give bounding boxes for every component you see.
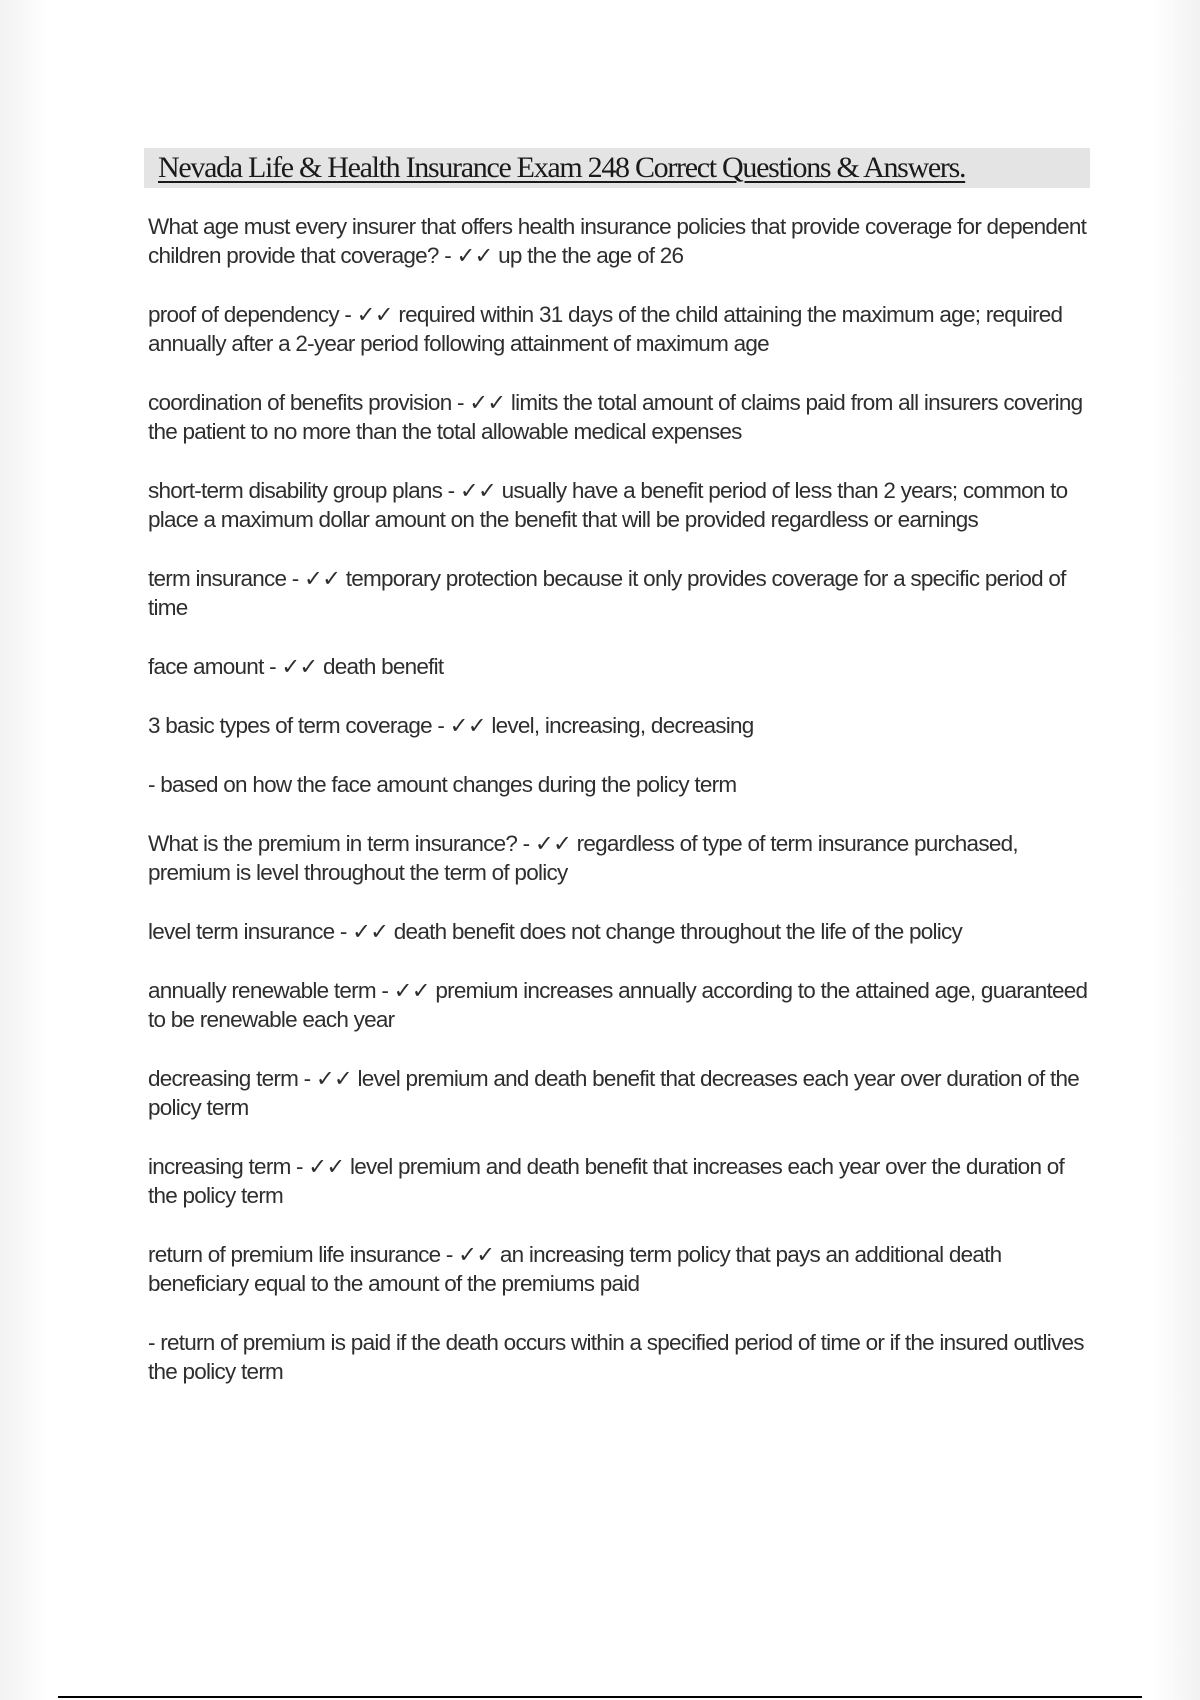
qa-item: face amount - ✓✓ death benefit: [148, 654, 444, 679]
qa-item: level term insurance - ✓✓ death benefit does not change throughout the life of the policy: [148, 919, 962, 944]
page-edge-shadow-left: [0, 0, 48, 1700]
footer-divider: [58, 1696, 1142, 1698]
qa-item: coordination of benefits provision - ✓✓ limits the total amount of claims paid from all insurers covering the patient to no more than the total allowable medical expenses: [148, 390, 1083, 444]
page-edge-shadow-right: [1152, 0, 1200, 1700]
qa-item: increasing term - ✓✓ level premium and death benefit that increases each year over the duration of the policy term: [148, 1154, 1064, 1208]
qa-item: - return of premium is paid if the death occurs within a specified period of time or if the insured outlives the policy term: [148, 1330, 1084, 1384]
title-banner: [144, 148, 1090, 188]
qa-item: What is the premium in term insurance? - ✓✓ regardless of type of term insurance purchased, premium is level throughout the term of policy: [148, 831, 1018, 885]
qa-item: decreasing term - ✓✓ level premium and death benefit that decreases each year over duration of the policy term: [148, 1066, 1080, 1120]
qa-item: term insurance - ✓✓ temporary protection because it only provides coverage for a specific period of time: [148, 566, 1066, 620]
qa-item: annually renewable term - ✓✓ premium increases annually according to the attained age, guaranteed to be renewable each year: [148, 978, 1088, 1032]
qa-list: [148, 212, 1098, 1416]
page-title: Nevada Life & Health Insurance Exam 248 Correct Questions & Answers.: [158, 151, 966, 184]
qa-item: 3 basic types of term coverage - ✓✓ level, increasing, decreasing: [148, 713, 754, 738]
qa-item: return of premium life insurance - ✓✓ an increasing term policy that pays an additional death beneficiary equal to the amount of the premiums paid: [148, 1242, 1002, 1296]
qa-item: proof of dependency - ✓✓ required within 31 days of the child attaining the maximum age; required annually after a 2-year period following attainment of maximum age: [148, 302, 1063, 356]
qa-item: short-term disability group plans - ✓✓ usually have a benefit period of less than 2 years; common to place a maximum dollar amount on the benefit that will be provided regardless or earnings: [148, 478, 1068, 532]
qa-item: What age must every insurer that offers health insurance policies that provide coverage for dependent children provide that coverage? - ✓✓ up the the age of 26: [148, 214, 1087, 268]
qa-item: - based on how the face amount changes during the policy term: [148, 772, 737, 797]
